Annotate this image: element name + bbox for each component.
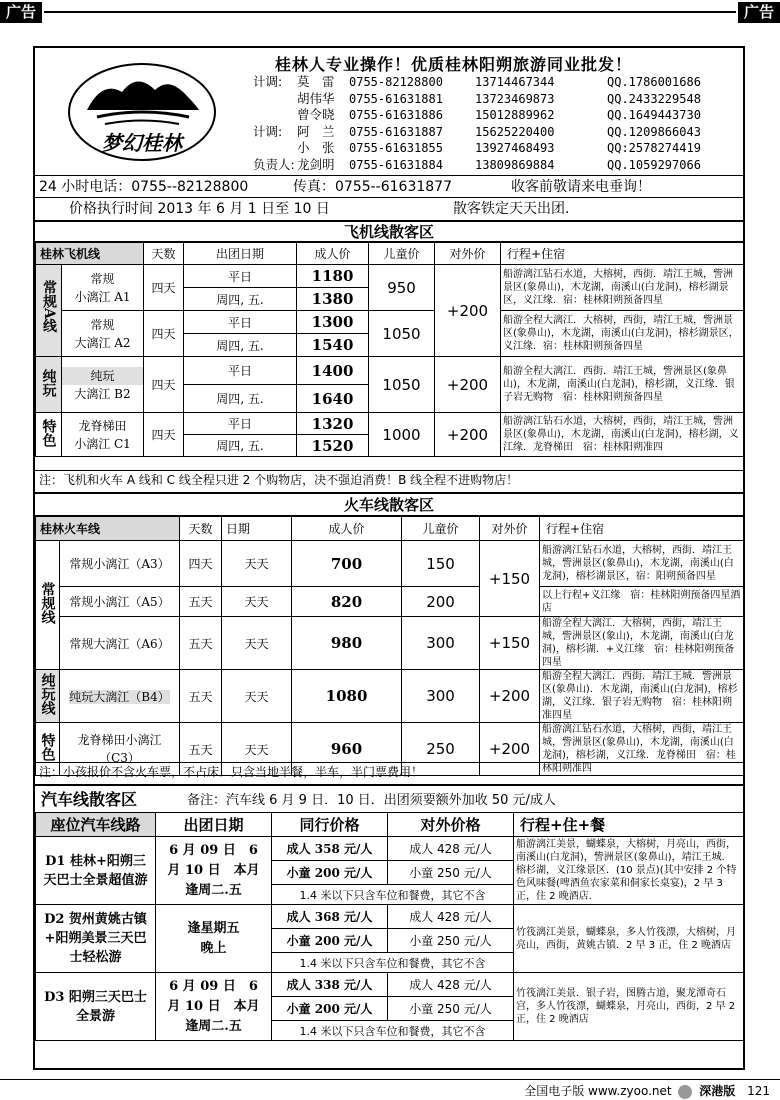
contact-row bbox=[253, 140, 701, 157]
contact-mobile: 13927468493 bbox=[475, 141, 555, 156]
air-date-a1-weekend: 周四, 五. bbox=[184, 288, 297, 311]
train-date-c3: 天天 bbox=[222, 723, 292, 776]
contact-mobile: 13723469873 bbox=[475, 91, 555, 106]
hotline-bar bbox=[35, 176, 743, 198]
contact-name: 胡伟华 bbox=[297, 90, 335, 106]
bus-ext-child-d3: 小童 250 元/人 bbox=[388, 997, 514, 1021]
air-adult-a1-weekend: 1380 bbox=[297, 288, 369, 311]
contact-role: 计调: bbox=[253, 123, 283, 139]
contact-phone: 0755-82128800 bbox=[349, 75, 443, 89]
air-date-a2-weekday: 平日 bbox=[184, 311, 297, 334]
bus-child-d1: 小童 200 元/人 bbox=[272, 861, 388, 885]
contact-list bbox=[253, 74, 701, 174]
air-date-c1-weekday: 平日 bbox=[184, 413, 297, 435]
train-header-days: 天数 bbox=[180, 517, 222, 541]
bus-itinerary-d1: 船游漓江美景，蝴蝶泉，大榕树，月亮山，西街，南溪山(白龙洞)，訾洲景区(象鼻山)，靖江王城．榕杉湖，义江缘景区．(10 景点)(其中安排 2 个特色风味餐(啤酒鱼农家菜和侗家长桌宴)，2 早 3 正，住 2 晚酒店． bbox=[514, 837, 744, 905]
air-days-b2: 四天 bbox=[144, 357, 184, 413]
contact-name: 阿 兰 bbox=[297, 123, 335, 139]
bus-header-itinerary: 行程+住+餐 bbox=[514, 813, 744, 837]
bus-remark: 备注：汽车线 6 月 9 日．10 日．出团须要额外加收 50 元/成人 bbox=[187, 793, 556, 808]
contact-row bbox=[253, 157, 701, 174]
ad-label-left: 广告 bbox=[0, 2, 42, 23]
train-itinerary-c3: 船游漓江钻石水道，大榕树，西街，靖江王城，訾洲景区(象鼻山)，木龙湖，南溪山(白龙洞)，榕杉湖，义江缘．龙脊梯田 宿：桂林阳朔准四 bbox=[540, 723, 744, 776]
train-itinerary-a6: 船游全程大漓江．大榕树，西街，靖江王城，訾洲景区(象山)，木龙湖，南溪山(白龙洞)，榕杉湖．+义江缘 宿：桂林阳朔预备四星 bbox=[540, 617, 744, 670]
train-route-b4: 纯玩大漓江（B4） bbox=[60, 670, 180, 723]
air-date-c1-weekend: 周四, 五. bbox=[184, 435, 297, 457]
edition-badge-icon bbox=[678, 1085, 692, 1099]
train-header-route: 桂林火车线 bbox=[36, 517, 180, 541]
bus-route-d1: D1 桂林+阳朔三天巴士全景超值游 bbox=[36, 837, 156, 905]
top-strip bbox=[0, 0, 780, 30]
bus-ext-adult-d2: 成人 428 元/人 bbox=[388, 905, 514, 929]
air-adult-a1-weekday: 1180 bbox=[297, 265, 369, 288]
train-date-a5: 天天 bbox=[222, 587, 292, 617]
train-route-a6: 常规大漓江（A6） bbox=[60, 617, 180, 670]
air-adult-c1-weekend: 1520 bbox=[297, 435, 369, 457]
bus-dates-d2: 逢星期五 晚上 bbox=[156, 905, 272, 973]
slogan: 桂林人专业操作！优质桂林阳朔旅游同业批发！ bbox=[275, 55, 633, 74]
train-external-a3: +150 bbox=[480, 541, 540, 617]
contact-name: 莫 雷 bbox=[297, 74, 335, 89]
contact-phone: 0755-61631884 bbox=[349, 157, 443, 172]
top-rule bbox=[44, 11, 736, 13]
bus-adult-d1: 成人 358 元/人 bbox=[272, 837, 388, 861]
air-adult-a2-weekday: 1300 bbox=[297, 311, 369, 334]
footer-text bbox=[524, 1082, 770, 1099]
air-external-a: +200 bbox=[435, 265, 501, 357]
train-table bbox=[35, 516, 744, 776]
contact-qq: QQ.1059297066 bbox=[607, 157, 701, 172]
contact-phone: 0755-61631855 bbox=[349, 141, 443, 156]
train-header-date: 日期 bbox=[222, 517, 292, 541]
bus-header-external-price: 对外价格 bbox=[388, 813, 514, 837]
hotline-note: 收客前敬请来电垂询！ bbox=[511, 179, 651, 195]
air-days-a1: 四天 bbox=[144, 265, 184, 311]
air-group-a: 常规A线 bbox=[36, 265, 62, 357]
contact-role: 计调: bbox=[253, 74, 283, 89]
air-route-a1: 常规 小漓江 A1 bbox=[62, 265, 144, 311]
train-note: 注：小孩报价不含火车票，不占床．只含当地半餐，半车，半门票费用！ bbox=[35, 762, 743, 781]
train-days-a6: 五天 bbox=[180, 617, 222, 670]
bus-section-header bbox=[35, 784, 743, 809]
train-group-b: 纯玩线 bbox=[36, 670, 60, 723]
bus-header-trade-price: 同行价格 bbox=[272, 813, 388, 837]
train-child-a5: 200 bbox=[402, 587, 480, 617]
air-child-a2: 1050 bbox=[369, 311, 435, 357]
train-header-itinerary: 行程+住宿 bbox=[540, 517, 744, 541]
footer-rule bbox=[0, 1079, 780, 1080]
air-section-title: 飞机线散客区 bbox=[35, 220, 743, 242]
train-itinerary-a3: 船游漓江钻石水道，大榕树，西街．靖江王城，訾洲景区(象鼻山)，木龙湖，南溪山(白龙洞)，榕杉湖景区，宿：阳朔预备四星 bbox=[540, 541, 744, 587]
bus-ext-child-d2: 小童 250 元/人 bbox=[388, 929, 514, 953]
bus-table bbox=[35, 812, 744, 1041]
page-number: 121 bbox=[747, 1084, 770, 1098]
air-itinerary-c1: 船游漓江钻石水道，大榕树，西街，靖江王城，訾洲景区(象鼻山)，木龙湖，南溪山(白龙洞)，榕杉湖，义江缘．龙脊梯田 宿：桂林阳朔准四 bbox=[501, 413, 744, 457]
train-adult-c3: 960 bbox=[292, 723, 402, 776]
train-itinerary-b4: 船游全程大漓江．西街．靖江王城．訾洲景区(象鼻山)．木龙湖，南溪山(白龙洞)，榕杉湖，义江缘．银子岩无购物 宿：桂林阳朔准四星 bbox=[540, 670, 744, 723]
train-route-a5: 常规小漓江（A5） bbox=[60, 587, 180, 617]
air-itinerary-a2: 船游全程大漓江．大榕树，西街，靖江王城，訾洲景区(象鼻山)，木龙湖，南溪山(白龙洞)，榕杉湖景区，义江缘．宿：桂林阳朔预备四星 bbox=[501, 311, 744, 357]
train-group-a: 常规线 bbox=[36, 541, 60, 670]
bus-dates-d1: 6 月 09 日 6 月 10 日 本月逢周二.五 bbox=[156, 837, 272, 905]
page-footer bbox=[0, 1076, 780, 1100]
train-days-a3: 四天 bbox=[180, 541, 222, 587]
contact-phone: 0755-61631886 bbox=[349, 108, 443, 123]
air-group-b: 纯玩 bbox=[36, 357, 62, 413]
footer-edition: 深港版 bbox=[699, 1084, 736, 1098]
contact-qq: QQ.1649443730 bbox=[607, 108, 701, 123]
ad-frame bbox=[33, 46, 745, 1070]
bus-dates-d3: 6 月 09 日 6 月 10 日 本月逢周二.五 bbox=[156, 973, 272, 1041]
daily-departure-note: 散客铁定天天出团. bbox=[453, 201, 570, 217]
bus-ext-child-d1: 小童 250 元/人 bbox=[388, 861, 514, 885]
train-child-c3: 250 bbox=[402, 723, 480, 776]
air-itinerary-b2: 船游全程大漓江．西街．靖江王城，訾洲景区(象鼻山)，木龙湖，南溪山(白龙洞)，榕杉湖，义江缘．银子岩无购物 宿：桂林阳朔预备四星 bbox=[501, 357, 744, 413]
air-days-c1: 四天 bbox=[144, 413, 184, 457]
price-period: 价格执行时间 2013 年 6 月 1 日至 10 日 bbox=[69, 201, 330, 217]
bus-child-d2: 小童 200 元/人 bbox=[272, 929, 388, 953]
air-header-itinerary: 行程+住宿 bbox=[501, 243, 744, 265]
train-header-adult: 成人价 bbox=[292, 517, 402, 541]
bus-rule-d3: 1.4 米以下只含车位和餐费，其它不含 bbox=[272, 1021, 514, 1041]
air-adult-c1-weekday: 1320 bbox=[297, 413, 369, 435]
air-adult-a2-weekend: 1540 bbox=[297, 334, 369, 357]
contact-name: 曾令晓 bbox=[297, 107, 335, 123]
train-route-a3: 常规小漓江（A3） bbox=[60, 541, 180, 587]
air-route-a2: 常规 大漓江 A2 bbox=[62, 311, 144, 357]
train-days-c3: 五天 bbox=[180, 723, 222, 776]
hotline-fax: 传真：0755--61631877 bbox=[293, 179, 452, 195]
air-child-c1: 1000 bbox=[369, 413, 435, 457]
air-note: 注：飞机和火车 A 线和 C 线全程只进 2 个购物店，决不强迫消费！B 线全程不进购物店！ bbox=[35, 470, 743, 489]
air-date-a1-weekday: 平日 bbox=[184, 265, 297, 288]
bus-section-title: 汽车线散客区 bbox=[41, 790, 138, 809]
contact-mobile: 13714467344 bbox=[475, 75, 555, 89]
bus-ext-adult-d1: 成人 428 元/人 bbox=[388, 837, 514, 861]
train-date-a6: 天天 bbox=[222, 617, 292, 670]
train-header-external: 对外价 bbox=[480, 517, 540, 541]
ad-label-right: 广告 bbox=[738, 2, 780, 23]
footer-site-link[interactable]: 全国电子版 www.zyoo.net bbox=[524, 1084, 672, 1098]
train-adult-a3: 700 bbox=[292, 541, 402, 587]
bus-route-d3: D3 阳朔三天巴士全景游 bbox=[36, 973, 156, 1041]
train-adult-a6: 980 bbox=[292, 617, 402, 670]
train-adult-b4: 1080 bbox=[292, 670, 402, 723]
bus-itinerary-d2: 竹筏漓江美景，蝴蝶泉，多人竹筏漂，大榕树，月亮山，西街，黄姚古镇．2 早 3 正，住 2 晚酒店 bbox=[514, 905, 744, 973]
train-days-b4: 五天 bbox=[180, 670, 222, 723]
air-header-route: 桂林飞机线 bbox=[36, 243, 144, 265]
air-group-c: 特色 bbox=[36, 413, 62, 457]
air-date-a2-weekend: 周四, 五. bbox=[184, 334, 297, 357]
bus-adult-d3: 成人 338 元/人 bbox=[272, 973, 388, 997]
air-external-c1: +200 bbox=[435, 413, 501, 457]
air-adult-b2-weekend: 1640 bbox=[297, 385, 369, 413]
air-header-days: 天数 bbox=[144, 243, 184, 265]
train-header-child: 儿童价 bbox=[402, 517, 480, 541]
train-group-c: 特色 bbox=[36, 723, 60, 776]
hotline-phone: 24 小时电话：0755--82128800 bbox=[39, 179, 249, 195]
train-date-b4: 天天 bbox=[222, 670, 292, 723]
train-external-c3: +200 bbox=[480, 723, 540, 776]
contact-mobile: 15012889962 bbox=[475, 108, 555, 123]
air-external-b2: +200 bbox=[435, 357, 501, 413]
air-itinerary-a1: 船游漓江钻石水道，大榕树，西街．靖江王城，訾洲景区(象鼻山)，木龙湖，南溪山(白龙洞)，榕杉湖景区，义江缘．宿：桂林阳朔预备四星 bbox=[501, 265, 744, 311]
bus-child-d3: 小童 200 元/人 bbox=[272, 997, 388, 1021]
contact-phone: 0755-61631887 bbox=[349, 124, 443, 139]
logo-text: 梦幻桂林 bbox=[102, 131, 182, 155]
air-header-adult: 成人价 bbox=[297, 243, 369, 265]
bus-ext-adult-d3: 成人 428 元/人 bbox=[388, 973, 514, 997]
logo bbox=[67, 62, 217, 162]
logo-mountain-icon bbox=[67, 62, 217, 162]
air-table bbox=[35, 242, 744, 457]
bus-header-dates: 出团日期 bbox=[156, 813, 272, 837]
train-child-a3: 150 bbox=[402, 541, 480, 587]
air-header-child: 儿童价 bbox=[369, 243, 435, 265]
contact-row bbox=[253, 107, 701, 124]
train-section-title: 火车线散客区 bbox=[35, 492, 743, 516]
contact-mobile: 15625220400 bbox=[475, 124, 555, 139]
contact-role: 负责人: bbox=[253, 156, 295, 172]
air-route-c1: 龙脊梯田 小漓江 C1 bbox=[62, 413, 144, 457]
train-itinerary-a5: 以上行程+义江缘 宿：桂林阳朔预备四星酒店 bbox=[540, 587, 744, 617]
bus-adult-d2: 成人 368 元/人 bbox=[272, 905, 388, 929]
train-external-b4: +200 bbox=[480, 670, 540, 723]
header bbox=[35, 48, 743, 176]
air-route-b2: 纯玩 大漓江 B2 bbox=[62, 357, 144, 413]
bus-route-d2: D2 贺州黄姚古镇+阳朔美景三天巴士轻松游 bbox=[36, 905, 156, 973]
contact-qq: QQ:2578274419 bbox=[607, 141, 701, 156]
bus-rule-d2: 1.4 米以下只含车位和餐费，其它不含 bbox=[272, 953, 514, 973]
air-header-external: 对外价 bbox=[435, 243, 501, 265]
air-adult-b2-weekday: 1400 bbox=[297, 357, 369, 385]
train-external-a6: +150 bbox=[480, 617, 540, 670]
train-date-a3: 天天 bbox=[222, 541, 292, 587]
contact-phone: 0755-61631881 bbox=[349, 91, 443, 106]
contact-row bbox=[253, 124, 701, 141]
air-child-b2: 1050 bbox=[369, 357, 435, 413]
contact-qq: QQ.1209866043 bbox=[607, 124, 701, 139]
price-period-bar bbox=[35, 199, 743, 219]
air-date-b2-weekday: 平日 bbox=[184, 357, 297, 385]
contact-qq: QQ.1786001686 bbox=[607, 75, 701, 89]
bus-itinerary-d3: 竹筏漓江美景．银子岩，图腾古道，聚龙潭奇石宫，多人竹筏漂，蝴蝶泉，月亮山，西街，2 早 2 正，住 2 晚酒店 bbox=[514, 973, 744, 1041]
contact-row bbox=[253, 91, 701, 108]
contact-name: 小 张 bbox=[297, 140, 335, 156]
contact-name: 龙剑明 bbox=[297, 156, 335, 172]
train-days-a5: 五天 bbox=[180, 587, 222, 617]
train-route-c3: 龙脊梯田小漓江（C3） bbox=[60, 723, 180, 776]
air-days-a2: 四天 bbox=[144, 311, 184, 357]
contact-mobile: 13809869884 bbox=[475, 157, 555, 172]
bus-rule-d1: 1.4 米以下只含车位和餐费，其它不含 bbox=[272, 885, 514, 905]
contact-qq: QQ.2433229548 bbox=[607, 91, 701, 106]
bus-header-route: 座位汽车线路 bbox=[36, 813, 156, 837]
air-date-b2-weekend: 周四, 五. bbox=[184, 385, 297, 413]
air-header-dates: 出团日期 bbox=[184, 243, 297, 265]
air-child-a1: 950 bbox=[369, 265, 435, 311]
train-adult-a5: 820 bbox=[292, 587, 402, 617]
train-child-b4: 300 bbox=[402, 670, 480, 723]
contact-row bbox=[253, 74, 701, 91]
train-child-a6: 300 bbox=[402, 617, 480, 670]
